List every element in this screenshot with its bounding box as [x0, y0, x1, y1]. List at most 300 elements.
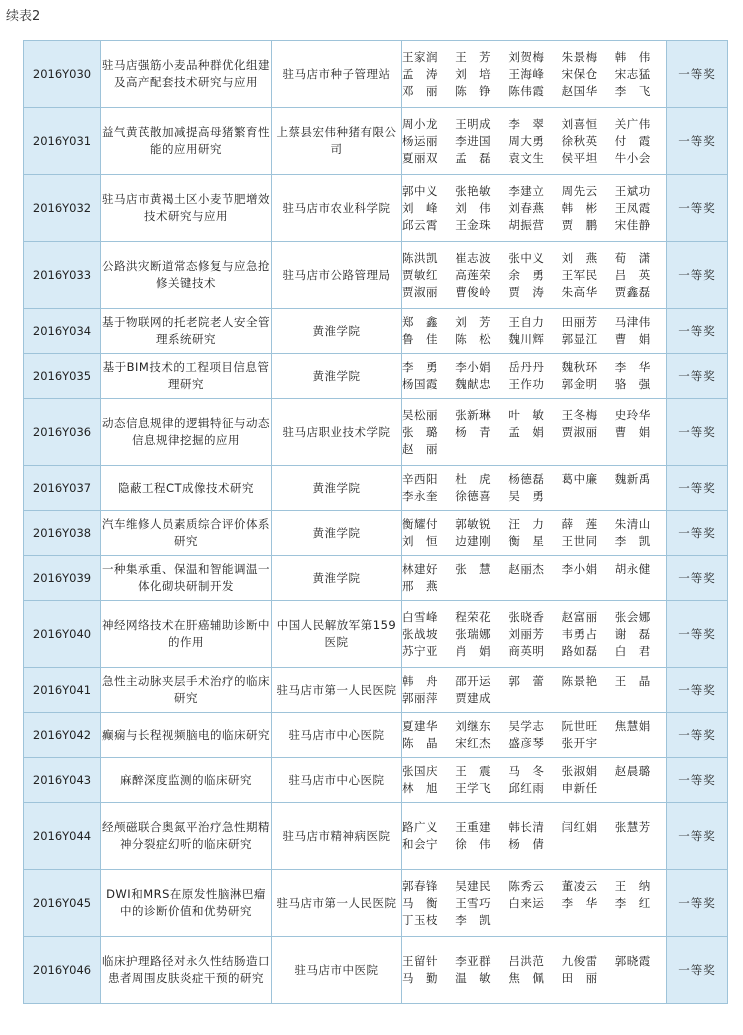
project-id: 2016Y046: [24, 937, 101, 1004]
completing-unit: 驻马店市种子管理站: [272, 41, 402, 108]
completing-unit: 黄淮学院: [272, 309, 402, 354]
project-title: 癫痫与长程视频脑电的临床研究: [101, 713, 272, 758]
participant-name: 贾 涛: [508, 284, 545, 299]
participant-name: 郭敏锐: [455, 517, 492, 531]
completing-unit: 上蔡县宏伟种猪有限公司: [272, 108, 402, 175]
project-title: 隐蔽工程CT成像技术研究: [101, 466, 272, 511]
participants-list: [402, 116, 666, 167]
participant-name: 邓 丽: [402, 83, 438, 98]
participants-list: [402, 718, 666, 752]
completing-unit: 驻马店市中心医院: [272, 758, 402, 803]
participant-name: 徐德喜: [455, 489, 492, 503]
participant-name: 宋红杰: [455, 736, 492, 750]
participant-name: 马 勤: [402, 971, 438, 985]
table-body: [24, 41, 728, 1004]
participant-name: 阮世旺: [561, 719, 598, 733]
participant-name: 田 丽: [561, 971, 598, 985]
project-id: 2016Y036: [24, 399, 101, 466]
participant-name: 刘贺梅: [508, 49, 545, 64]
participants-list: [402, 471, 666, 505]
participant-name: 曹 娟: [614, 332, 651, 346]
project-id: 2016Y033: [24, 242, 101, 309]
participant-name: 赵 丽: [402, 441, 438, 456]
completing-unit: 驻马店市第一人民医院: [272, 870, 402, 937]
project-title: 动态信息规律的逻辑特征与动态信息规律挖掘的应用: [101, 399, 272, 466]
participant-name: 牛小会: [614, 150, 651, 165]
participant-name: 吕 英: [614, 267, 651, 282]
participant-name: 盛彦琴: [508, 736, 545, 750]
participant-name: 陈洪凯: [402, 250, 438, 265]
participants-cell: [402, 41, 667, 108]
table-row: [24, 870, 728, 937]
project-id: 2016Y039: [24, 556, 101, 601]
participant-name: 张新琳: [455, 407, 492, 422]
participant-name: 李小娟: [455, 360, 492, 374]
participant-name: 张淑娟: [561, 764, 598, 778]
award-level: 一等奖: [667, 108, 728, 175]
participant-name: 荀 潇: [614, 250, 651, 265]
participant-name: 贾 鹏: [561, 217, 598, 232]
participant-name: 陈 晶: [402, 736, 438, 750]
project-title: 益气黄芪散加减提高母猪繁育性能的应用研究: [101, 108, 272, 175]
award-level: 一等奖: [667, 870, 728, 937]
table-row: [24, 108, 728, 175]
award-level: 一等奖: [667, 511, 728, 556]
participant-name: 李 凯: [455, 912, 492, 927]
award-level: 一等奖: [667, 466, 728, 511]
participant-name: 宋志猛: [614, 66, 651, 81]
table-row: [24, 41, 728, 108]
participant-name: 商英明: [508, 643, 545, 658]
award-level: 一等奖: [667, 309, 728, 354]
participant-name: 刘 燕: [561, 250, 598, 265]
participant-name: 刘春燕: [508, 200, 545, 215]
participant-name: 丁玉枝: [402, 912, 438, 927]
participant-name: 郭显江: [561, 332, 598, 346]
participant-name: 郑 鑫: [402, 315, 438, 329]
award-level: 一等奖: [667, 803, 728, 870]
participant-name: 史玲华: [614, 407, 651, 422]
participant-name: 张艳敏: [455, 183, 492, 198]
participant-name: 李永奎: [402, 489, 438, 503]
participant-name: 朱景梅: [561, 49, 598, 64]
project-id: 2016Y044: [24, 803, 101, 870]
completing-unit: 中国人民解放军第159医院: [272, 601, 402, 668]
project-title: 神经网络技术在肝癌辅助诊断中的作用: [101, 601, 272, 668]
participant-name: 李 飞: [614, 83, 651, 98]
participant-name: 林建好: [402, 562, 438, 576]
participant-name: 王 晶: [614, 674, 651, 688]
table-row: [24, 399, 728, 466]
participant-name: 王军民: [561, 267, 598, 282]
project-id: 2016Y037: [24, 466, 101, 511]
participant-name: 刘 恒: [402, 534, 438, 548]
participant-name: 九俊雷: [561, 954, 598, 968]
participant-name: 杨运丽: [402, 133, 438, 148]
participant-name: 温 敏: [455, 971, 492, 985]
participant-name: 邱红雨: [508, 781, 545, 795]
participant-name: 陈景艳: [561, 674, 598, 688]
project-id: 2016Y035: [24, 354, 101, 399]
table-row: [24, 713, 728, 758]
participants-list: [402, 407, 666, 458]
participant-name: 杜 虎: [455, 472, 492, 486]
participant-name: 赵国华: [561, 83, 598, 98]
participant-name: 王雪巧: [455, 895, 492, 910]
project-title: 一种集承重、保温和智能调温一体化砌块研制开发: [101, 556, 272, 601]
participants-cell: [402, 242, 667, 309]
participants-cell: [402, 803, 667, 870]
completing-unit: 黄淮学院: [272, 511, 402, 556]
participant-name: 和会宁: [402, 837, 438, 851]
participant-name: 张国庆: [402, 764, 438, 778]
participant-name: 徐 伟: [455, 837, 492, 851]
participant-name: 马 衡: [402, 895, 438, 910]
participant-name: 王自力: [508, 315, 545, 329]
participant-name: 王明成: [455, 116, 492, 131]
participant-name: 刘继东: [455, 719, 492, 733]
participants-list: [402, 609, 666, 660]
participants-list: [402, 49, 666, 100]
award-level: 一等奖: [667, 668, 728, 713]
project-title: 经颅磁联合奥氮平治疗急性期精神分裂症幻听的临床研究: [101, 803, 272, 870]
participant-name: 杨 倩: [508, 837, 545, 851]
participants-cell: [402, 668, 667, 713]
participant-name: 张瑞娜: [455, 626, 492, 641]
participant-name: 陈 松: [455, 332, 492, 346]
completing-unit: 黄淮学院: [272, 354, 402, 399]
participants-cell: [402, 175, 667, 242]
participant-name: 高莲荣: [455, 267, 492, 282]
participant-name: 刘 培: [455, 66, 492, 81]
participant-name: 余 勇: [508, 267, 545, 282]
participants-list: [402, 561, 666, 595]
participants-list: [402, 516, 666, 550]
participant-name: 赵晨璐: [614, 764, 651, 778]
participants-cell: [402, 937, 667, 1004]
participant-name: 王金珠: [455, 217, 492, 232]
participants-cell: [402, 556, 667, 601]
participant-name: 徐秋英: [561, 133, 598, 148]
participant-name: 赵富丽: [561, 609, 598, 624]
participant-name: 王 纳: [614, 878, 651, 893]
project-id: 2016Y031: [24, 108, 101, 175]
award-level: 一等奖: [667, 41, 728, 108]
table-caption: 续表2: [6, 9, 41, 24]
project-title: 麻醉深度监测的临床研究: [101, 758, 272, 803]
participant-name: 孟 娟: [508, 424, 545, 439]
participants-list: [402, 314, 666, 348]
award-level: 一等奖: [667, 556, 728, 601]
participant-name: 王家润: [402, 49, 438, 64]
award-level: 一等奖: [667, 354, 728, 399]
table-row: [24, 511, 728, 556]
participant-name: 刘喜恒: [561, 116, 598, 131]
project-id: 2016Y034: [24, 309, 101, 354]
award-level: 一等奖: [667, 601, 728, 668]
participant-name: 刘 伟: [455, 200, 492, 215]
project-id: 2016Y030: [24, 41, 101, 108]
participant-name: 李 华: [614, 360, 651, 374]
table-row: [24, 937, 728, 1004]
participant-name: 孟 磊: [455, 150, 492, 165]
participant-name: 闫红娟: [561, 820, 598, 834]
participant-name: 白雪峰: [402, 609, 438, 624]
award-level: 一等奖: [667, 713, 728, 758]
award-level: 一等奖: [667, 242, 728, 309]
participant-name: 吴学志: [508, 719, 545, 733]
project-id: 2016Y045: [24, 870, 101, 937]
participant-name: 白 君: [614, 643, 651, 658]
project-id: 2016Y040: [24, 601, 101, 668]
participants-list: [402, 953, 666, 987]
participant-name: 张 慧: [455, 562, 492, 576]
project-title: 基于物联网的托老院老人安全管理系统研究: [101, 309, 272, 354]
participant-name: 关广伟: [614, 116, 651, 131]
project-title: 急性主动脉夹层手术治疗的临床研究: [101, 668, 272, 713]
project-title: 临床护理路径对永久性结肠造口患者周围皮肤炎症干预的研究: [101, 937, 272, 1004]
participant-name: 王 震: [455, 764, 492, 778]
completing-unit: 驻马店市农业科学院: [272, 175, 402, 242]
participant-name: 魏新禹: [614, 472, 651, 486]
participant-name: 焦慧娟: [614, 719, 651, 733]
project-title: DWI和MRS在原发性脑淋巴瘤中的诊断价值和优势研究: [101, 870, 272, 937]
participant-name: 张战坡: [402, 626, 438, 641]
participant-name: 郭春锋: [402, 878, 438, 893]
awards-table: [23, 40, 728, 1004]
table-row: [24, 601, 728, 668]
participant-name: 程荣花: [455, 609, 492, 624]
participants-cell: [402, 870, 667, 937]
participant-name: 付 霞: [614, 133, 651, 148]
participants-list: [402, 673, 666, 707]
participants-cell: [402, 354, 667, 399]
table-row: [24, 668, 728, 713]
participant-name: 杨国霞: [402, 377, 438, 391]
participant-name: 吴 勇: [508, 489, 545, 503]
participant-name: 肖 娟: [455, 643, 492, 658]
participant-name: 李亚群: [455, 954, 492, 968]
participant-name: 韩长清: [508, 820, 545, 834]
participant-name: 岳丹丹: [508, 360, 545, 374]
award-level: 一等奖: [667, 937, 728, 1004]
project-id: 2016Y032: [24, 175, 101, 242]
participant-name: 胡永健: [614, 562, 651, 576]
participant-name: 董凌云: [561, 878, 598, 893]
award-level: 一等奖: [667, 399, 728, 466]
participants-cell: [402, 108, 667, 175]
completing-unit: 驻马店职业技术学院: [272, 399, 402, 466]
participant-name: 侯平坦: [561, 150, 598, 165]
participant-name: 邵开运: [455, 674, 492, 688]
table-row: [24, 354, 728, 399]
participant-name: 朱清山: [614, 517, 651, 531]
participant-name: 韩 舟: [402, 674, 438, 688]
project-id: 2016Y041: [24, 668, 101, 713]
project-title: 汽车维修人员素质综合评价体系研究: [101, 511, 272, 556]
participants-list: [402, 878, 666, 929]
participant-name: 贾建成: [455, 691, 492, 705]
participant-name: 王留针: [402, 954, 438, 968]
participants-list: [402, 183, 666, 234]
participant-name: 贾淑丽: [561, 424, 598, 439]
participant-name: 曹俊岭: [455, 284, 492, 299]
participant-name: 薛 莲: [561, 517, 598, 531]
completing-unit: 黄淮学院: [272, 466, 402, 511]
participant-name: 申新任: [561, 781, 598, 795]
table-row: [24, 758, 728, 803]
participant-name: 魏川辉: [508, 332, 545, 346]
participant-name: 吴松丽: [402, 407, 438, 422]
table-row: [24, 803, 728, 870]
participant-name: 周先云: [561, 183, 598, 198]
participant-name: 魏秋环: [561, 360, 598, 374]
participant-name: 马 冬: [508, 764, 545, 778]
participant-name: 路广义: [402, 820, 438, 834]
participant-name: 马津伟: [614, 315, 651, 329]
participant-name: 曹 娟: [614, 424, 651, 439]
participant-name: 李 华: [561, 895, 598, 910]
participant-name: 张会娜: [614, 609, 651, 624]
participant-name: 辛西阳: [402, 472, 438, 486]
participant-name: 袁文生: [508, 150, 545, 165]
completing-unit: 驻马店市公路管理局: [272, 242, 402, 309]
completing-unit: 驻马店市精神病医院: [272, 803, 402, 870]
participant-name: 李进国: [455, 133, 492, 148]
project-id: 2016Y042: [24, 713, 101, 758]
participant-name: 胡振营: [508, 217, 545, 232]
participants-cell: [402, 511, 667, 556]
participant-name: 郭晓霞: [614, 954, 651, 968]
table-row: [24, 466, 728, 511]
participant-name: 周小龙: [402, 116, 438, 131]
participant-name: 王海峰: [508, 66, 545, 81]
participant-name: 杨德磊: [508, 472, 545, 486]
table-row: [24, 556, 728, 601]
project-id: 2016Y038: [24, 511, 101, 556]
participant-name: 边建刚: [455, 534, 492, 548]
participant-name: 田丽芳: [561, 315, 598, 329]
participant-name: 张中义: [508, 250, 545, 265]
table-row: [24, 175, 728, 242]
participant-name: 周大勇: [508, 133, 545, 148]
participants-list: [402, 819, 666, 853]
participant-name: 王世同: [561, 534, 598, 548]
participant-name: 李 凯: [614, 534, 651, 548]
participant-name: 吴建民: [455, 878, 492, 893]
participant-name: 叶 敏: [508, 407, 545, 422]
participant-name: 王学飞: [455, 781, 492, 795]
participant-name: 郭金明: [561, 377, 598, 391]
participant-name: 崔志波: [455, 250, 492, 265]
participant-name: 李 勇: [402, 360, 438, 374]
project-title: 公路洪灾断道常态修复与应急抢修关键技术: [101, 242, 272, 309]
participant-name: 赵丽杰: [508, 562, 545, 576]
participant-name: 鲁 佳: [402, 332, 438, 346]
table-row: [24, 309, 728, 354]
participant-name: 郭丽萍: [402, 691, 438, 705]
participant-name: 路如磊: [561, 643, 598, 658]
participants-list: [402, 359, 666, 393]
participants-cell: [402, 309, 667, 354]
participant-name: 李建立: [508, 183, 545, 198]
participant-name: 宋佳静: [614, 217, 651, 232]
participant-name: 衡 星: [508, 534, 545, 548]
participant-name: 王冬梅: [561, 407, 598, 422]
project-title: 驻马店市黄褐土区小麦节肥增效技术研究与应用: [101, 175, 272, 242]
participant-name: 贾淑丽: [402, 284, 438, 299]
participant-name: 孟 涛: [402, 66, 438, 81]
participant-name: 魏献忠: [455, 377, 492, 391]
participants-cell: [402, 601, 667, 668]
participant-name: 李 红: [614, 895, 651, 910]
participant-name: 李小娟: [561, 562, 598, 576]
participant-name: 王作功: [508, 377, 545, 391]
participant-name: 苏宁亚: [402, 643, 438, 658]
participant-name: 焦 佩: [508, 971, 545, 985]
participant-name: 张晓香: [508, 609, 545, 624]
participant-name: 李 翠: [508, 116, 545, 131]
participant-name: 夏丽双: [402, 150, 438, 165]
completing-unit: 驻马店市中医院: [272, 937, 402, 1004]
participant-name: 陈 铮: [455, 83, 492, 98]
participant-name: 汪 力: [508, 517, 545, 531]
participant-name: 王 芳: [455, 49, 492, 64]
participant-name: 刘丽芳: [508, 626, 545, 641]
participant-name: 韩 伟: [614, 49, 651, 64]
participant-name: 刘 峰: [402, 200, 438, 215]
participant-name: 邱云霄: [402, 217, 438, 232]
completing-unit: 驻马店市第一人民医院: [272, 668, 402, 713]
participant-name: 白来运: [508, 895, 545, 910]
table-row: [24, 242, 728, 309]
participant-name: 谢 磊: [614, 626, 651, 641]
participant-name: 衡耀付: [402, 517, 438, 531]
participant-name: 夏建华: [402, 719, 438, 733]
participant-name: 贾鑫磊: [614, 284, 651, 299]
participant-name: 张开宇: [561, 736, 598, 750]
participant-name: 张 璐: [402, 424, 438, 439]
participant-name: 刘 芳: [455, 315, 492, 329]
participant-name: 王斌功: [614, 183, 651, 198]
participant-name: 郭中义: [402, 183, 438, 198]
award-level: 一等奖: [667, 175, 728, 242]
participant-name: 韦勇占: [561, 626, 598, 641]
project-title: 驻马店强筋小麦品种群优化组建及高产配套技术研究与应用: [101, 41, 272, 108]
project-title: 基于BIM技术的工程项目信息管理研究: [101, 354, 272, 399]
participant-name: 王重建: [455, 820, 492, 834]
award-level: 一等奖: [667, 758, 728, 803]
participant-name: 郭 蕾: [508, 674, 545, 688]
participants-cell: [402, 399, 667, 466]
participant-name: 杨 青: [455, 424, 492, 439]
participants-cell: [402, 758, 667, 803]
participant-name: 林 旭: [402, 781, 438, 795]
participant-name: 陈秀云: [508, 878, 545, 893]
completing-unit: 黄淮学院: [272, 556, 402, 601]
participant-name: 张慧芳: [614, 820, 651, 834]
participant-name: 吕洪范: [508, 954, 545, 968]
participant-name: 邢 燕: [402, 579, 438, 593]
participants-list: [402, 763, 666, 797]
participants-list: [402, 250, 666, 301]
participant-name: 王凤霞: [614, 200, 651, 215]
participant-name: 骆 强: [614, 377, 651, 391]
participant-name: 葛中廉: [561, 472, 598, 486]
participants-cell: [402, 713, 667, 758]
participant-name: 贾敏红: [402, 267, 438, 282]
completing-unit: 驻马店市中心医院: [272, 713, 402, 758]
